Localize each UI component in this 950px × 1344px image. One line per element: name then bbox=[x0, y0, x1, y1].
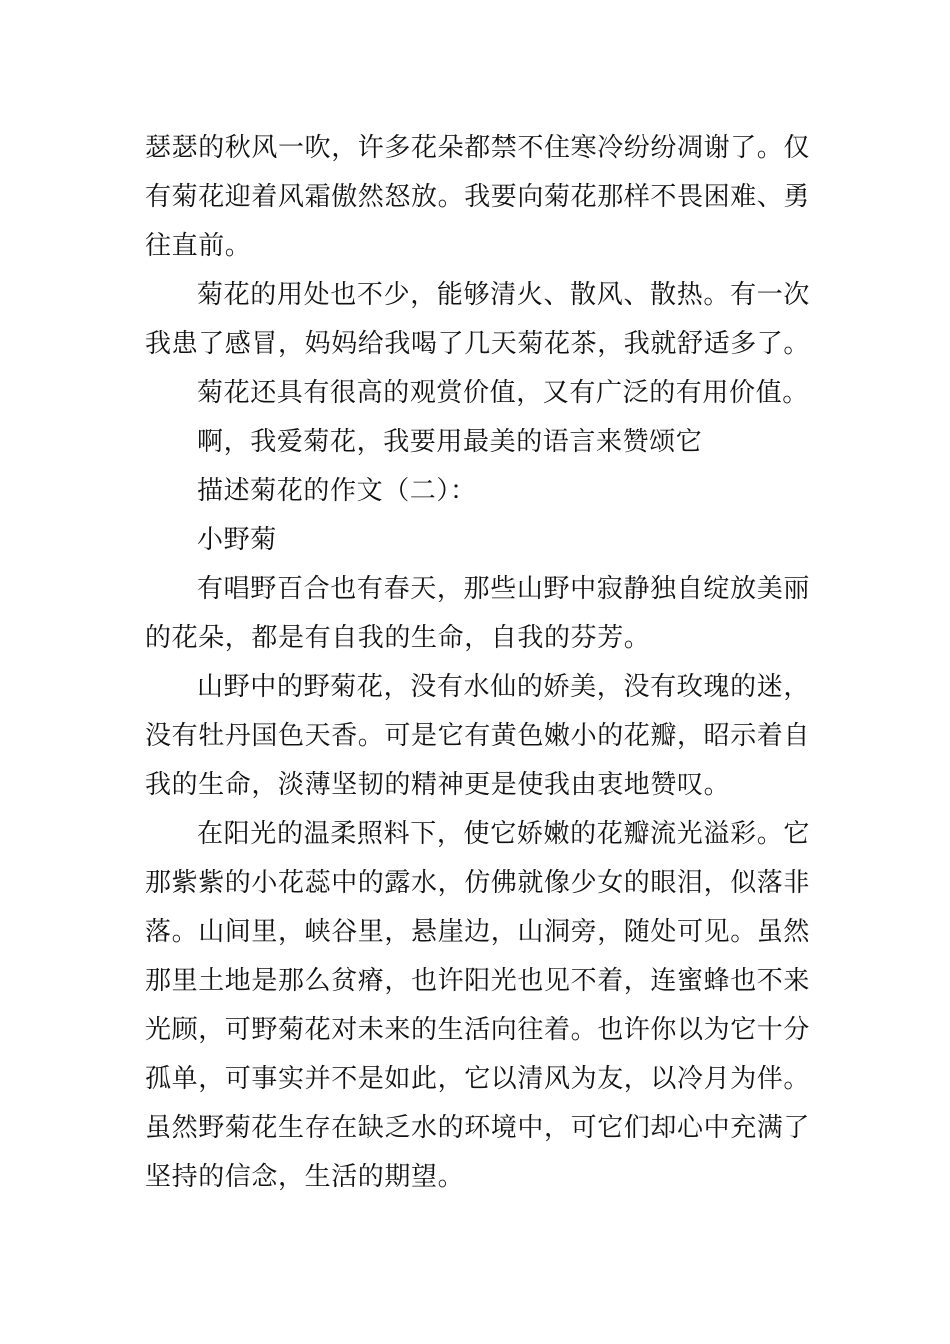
paragraph: 在阳光的温柔照料下，使它娇嫩的花瓣流光溢彩。它那紫紫的小花蕊中的露水，仿佛就像少女的眼泪，似落非落。山间里，峡谷里，悬崖边，山洞旁，随处可见。虽然那里土地是那么贫瘠，也许阳光也见不着，连蜜蜂也不来光顾，可野菊花对未来的生活向往着。也许你以为它十分孤单，可事实并不是如此，它以清风为友，以冷月为伴。虽然野菊花生存在缺乏水的环境中，可它们却心中充满了坚持的信念，生活的期望。 bbox=[145, 819, 811, 1192]
paragraph: 有唱野百合也有春天，那些山野中寂静独自绽放美丽的花朵，都是有自我的生命，自我的芬芳。 bbox=[145, 574, 810, 653]
paragraph: 菊花还具有很高的观赏价值，又有广泛的有用价值。 bbox=[197, 378, 809, 408]
paragraph: 菊花的用处也不少，能够清火、散风、散热。有一次我患了感冒，妈妈给我喝了几天菊花茶，我就舒适多了。 bbox=[145, 280, 811, 359]
document-page bbox=[145, 124, 810, 1202]
section-heading: 描述菊花的作文（二）： bbox=[197, 476, 477, 506]
paragraph: 啊，我爱菊花，我要用最美的语言来赞颂它 bbox=[197, 427, 703, 457]
paragraph-continued: 瑟瑟的秋风一吹，许多花朵都禁不住寒冷纷纷凋谢了。仅有菊花迎着风霜傲然怒放。我要向菊花那样不畏困难、勇往直前。 bbox=[145, 133, 811, 261]
essay-title: 小野菊 bbox=[197, 525, 277, 555]
paragraph: 山野中的野菊花，没有水仙的娇美，没有玫瑰的迷，没有牡丹国色天香。可是它有黄色嫩小的花瓣，昭示着自我的生命，淡薄坚韧的精神更是使我由衷地赞叹。 bbox=[145, 672, 811, 800]
